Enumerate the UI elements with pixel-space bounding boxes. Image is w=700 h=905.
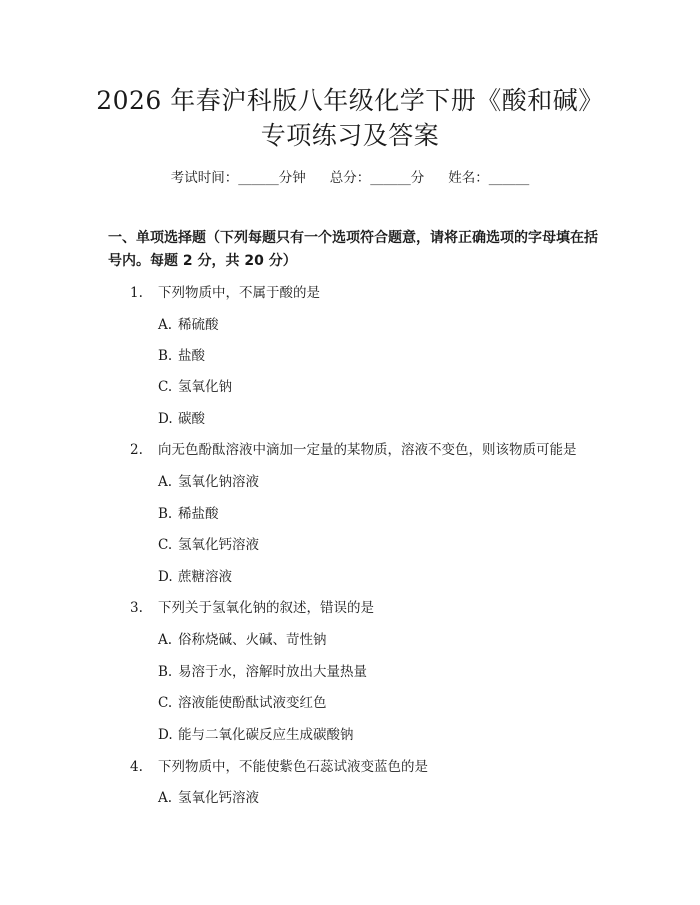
option: [158, 346, 205, 366]
question-text: 向无色酚酞溶液中滴加一定量的某物质，溶液不变色，则该物质可能是: [158, 442, 577, 458]
option-text: 碳酸: [178, 411, 205, 427]
option: [158, 788, 259, 808]
option: [158, 725, 354, 745]
option: [158, 409, 205, 429]
option-text: 能与二氧化碳反应生成碳酸钠: [178, 727, 354, 743]
option-text: 盐酸: [178, 348, 205, 364]
option-letter: A.: [158, 632, 173, 648]
exam-info: [0, 168, 700, 188]
option-text: 稀硫酸: [178, 317, 219, 333]
option-text: 氢氧化钠: [178, 379, 232, 395]
option-letter: B.: [158, 664, 173, 680]
option: [158, 662, 367, 682]
question-text: 下列物质中，不能使紫色石蕊试液变蓝色的是: [158, 759, 428, 775]
total-score-field: 总分：______分: [329, 170, 425, 186]
option: [158, 315, 219, 335]
option-text: 溶液能使酚酞试液变红色: [178, 695, 327, 711]
question-number: 1.: [130, 285, 143, 301]
option-text: 氢氧化钙溶液: [178, 790, 259, 806]
option: [158, 504, 219, 524]
question-number: 2.: [130, 442, 143, 458]
option-letter: D.: [158, 727, 173, 743]
option: [158, 693, 327, 713]
option-text: 氢氧化钙溶液: [178, 537, 259, 553]
option-letter: B.: [158, 348, 173, 364]
option: [158, 472, 259, 492]
section-heading-line2: 号内。每题 2 分，共 20 分）: [108, 253, 297, 269]
option: [158, 377, 232, 397]
option-text: 易溶于水，溶解时放出大量热量: [178, 664, 367, 680]
section-heading-line1: 一、单项选择题（下列每题只有一个选项符合题意，请将正确选项的字母填在括: [108, 230, 598, 246]
question-text: 下列关于氢氧化钠的叙述，错误的是: [158, 600, 374, 616]
option-text: 蔗糖溶液: [178, 569, 232, 585]
option-letter: A.: [158, 474, 173, 490]
question-text: 下列物质中，不属于酸的是: [158, 285, 320, 301]
option-letter: D.: [158, 569, 173, 585]
option-letter: C.: [158, 537, 173, 553]
option-text: 稀盐酸: [178, 506, 219, 522]
option-text: 俗称烧碱、火碱、苛性钠: [178, 632, 327, 648]
option-letter: B.: [158, 506, 173, 522]
option-letter: A.: [158, 790, 173, 806]
option: [158, 567, 232, 587]
question-number: 4.: [130, 759, 143, 775]
option-letter: C.: [158, 695, 173, 711]
name-field: 姓名：______: [448, 170, 530, 186]
option-letter: A.: [158, 317, 173, 333]
option-letter: C.: [158, 379, 173, 395]
question-number: 3.: [130, 600, 143, 616]
exam-time-field: 考试时间：______分钟: [170, 170, 306, 186]
option-text: 氢氧化钠溶液: [178, 474, 259, 490]
option: [158, 535, 259, 555]
document-title-line2: 专项练习及答案: [260, 121, 440, 150]
document-title-line1: 2026 年春沪科版八年级化学下册《酸和碱》: [96, 86, 604, 115]
option: [158, 630, 327, 650]
option-letter: D.: [158, 411, 173, 427]
section-heading: [108, 227, 608, 273]
